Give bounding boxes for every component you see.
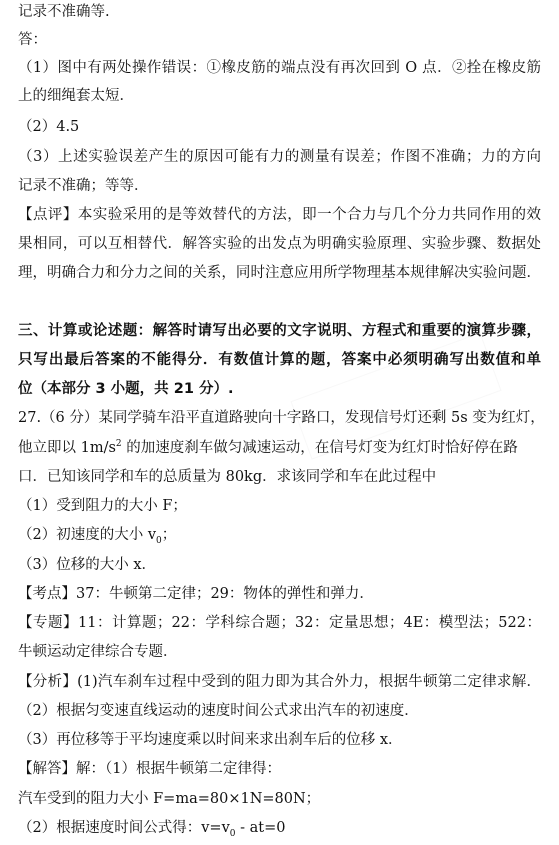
text-line: 记录不准确；等等． xyxy=(18,178,149,194)
question-item: （2）初速度的大小 $v_0$； xyxy=(18,527,177,546)
text-line: （3）上述实验误差产生的原因可能有力的测量有误差；作图不准确；力的方向 xyxy=(18,149,541,165)
zhuanti-line: 【专题】11：计算题；22：学科综合题；32：定量思想；4E：模型法；522： xyxy=(18,615,541,631)
text-line: （2）4.5 xyxy=(18,119,80,135)
solution-line: 【解答】解：（1）根据牛顿第二定律得： xyxy=(18,761,281,777)
text-line: （1）图中有两处操作错误：①橡皮筋的端点没有再次回到 O 点．②拴在橡皮筋 xyxy=(18,60,541,76)
solution-line: 汽车受到的阻力大小 F=ma=80×1N=80N； xyxy=(18,791,321,807)
question-item: （3）位移的大小 x． xyxy=(18,557,157,573)
analysis-line: （3）再位移等于平均速度乘以时间来求出刹车后的位移 x． xyxy=(18,732,403,748)
question-item: （1）受到阻力的大小 F； xyxy=(18,498,187,514)
analysis-line: 【分析】(1)汽车刹车过程中受到的阻力即为其合外力，根据牛顿第二定律求解． xyxy=(18,674,541,690)
section-heading: 只写出最后答案的不能得分．有数值计算的题，答案中必须明确写出数值和单 xyxy=(18,352,541,368)
question-line: 27.（6 分）某同学骑车沿平直道路驶向十字路口，发现信号灯还剩 5s 变为红灯， xyxy=(18,410,545,426)
question-line: 他立即以 $1m/s^2$ 的加速度刹车做匀减速运动，在信号灯变为红灯时恰好停在路 xyxy=(18,439,518,456)
solution-line: （2）根据速度时间公式得：$v=v_0 - at=0$ xyxy=(18,820,286,839)
comment-line: 理，明确合力和分力之间的关系，同时注意应用所学物理基本规律解决实验问题． xyxy=(18,265,541,281)
comment-line: 【点评】本实验采用的是等效替代的方法，即一个合力与几个分力共同作用的效 xyxy=(18,207,541,223)
answer-label: 答： xyxy=(18,32,47,48)
kaodian-line: 【考点】37：牛顿第二定律；29：物体的弹性和弹力． xyxy=(18,586,374,602)
analysis-line: （2）根据匀变速直线运动的速度时间公式求出汽车的初速度． xyxy=(18,703,419,719)
section-heading: 三、计算或论述题：解答时请写出必要的文字说明、方程式和重要的演算步骤， xyxy=(18,323,541,339)
question-line: 口．已知该同学和车的总质量为 80kg．求该同学和车在此过程中 xyxy=(18,469,437,485)
zhuanti-line: 牛顿运动定律综合专题． xyxy=(18,644,178,660)
section-heading: 位（本部分 3 小题，共 21 分）. xyxy=(18,381,234,397)
text-line: 上的细绳套太短． xyxy=(18,88,134,104)
comment-line: 果相同，可以互相替代．解答实验的出发点为明确实验原理、实验步骤、数据处 xyxy=(18,236,541,252)
text-line: 记录不准确等. xyxy=(18,4,110,20)
